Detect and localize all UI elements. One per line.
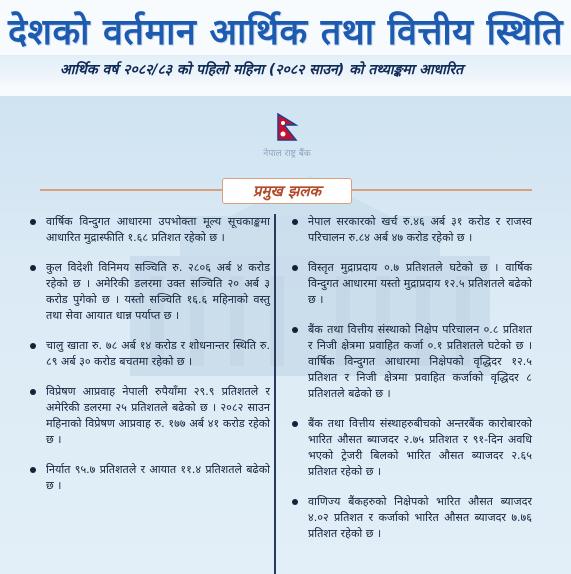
list-item: [292, 322, 532, 402]
list-item: [292, 416, 532, 480]
bullet-icon: [292, 327, 298, 333]
item-text: वाणिज्य बैंकहरुको निक्षेपको भारित औसत ब्याजदर ४.०२ प्रतिशत र कर्जाको भारित औसत ब्याजदर ७.७६ प्रतिशत रहेको छ ।: [308, 495, 532, 540]
bullet-icon: [292, 421, 298, 427]
list-item: [292, 214, 532, 246]
item-text: नेपाल सरकारको खर्च रु.४६ अर्ब ३१ करोड र राजस्व परिचालन रु.८४ अर्ब ४७ करोड रहेको छ ।: [308, 215, 532, 244]
list-item: [292, 260, 532, 308]
section-heading: प्रमुख झलक: [222, 178, 352, 204]
bullet-icon: [30, 219, 36, 225]
item-text: विप्रेषण आप्रवाह नेपाली रुपैयाँमा २९.९ प्रतिशतले र अमेरिकी डलरमा २५ प्रतिशतले बढेको छ । २०८२ साउन महिनाको विप्रेषण आप्रवाह रु. १७७ अर्ब ४१ करोड रहेको छ ।: [46, 385, 270, 446]
bullet-icon: [292, 219, 298, 225]
item-text: विस्तृत मुद्राप्रदाय ०.७ प्रतिशतले घटेको छ । वार्षिक विन्दुगत आधारमा यस्तो मुद्राप्रदाय १२.५ प्रतिशतले बढेको छ ।: [308, 261, 532, 306]
list-item: [30, 214, 270, 246]
item-text: चालु खाता रु. ७८ अर्ब १४ करोड र शोधनान्तर स्थिति रु. ८९ अर्ब ३० करोड बचतमा रहेको छ ।: [46, 339, 270, 368]
heading-rule-left: [40, 189, 222, 191]
bullet-icon: [292, 265, 298, 271]
page-title: देशको वर्तमान आर्थिक तथा वित्तीय स्थिति: [7, 12, 564, 53]
item-text: बैंक तथा वित्तीय संस्थाहरुबीचको अन्तरबैंक कारोबारको भारित औसत ब्याजदर २.७५ प्रतिशत र ९१-दिन अवधि भएको ट्रेजरी बिलको भारित औसत ब्याजदर २.६५ प्रतिशत रहेको छ ।: [308, 417, 532, 478]
page-subtitle: आर्थिक वर्ष २०८२/८३ को पहिलो महिना (२०८२ साउन) को तथ्याङ्कमा आधारित: [60, 62, 464, 78]
seal-text: नेपाल राष्ट्र बैंक: [263, 149, 311, 159]
heading-rule-right: [350, 189, 532, 191]
item-text: वार्षिक विन्दुगत आधारमा उपभोक्ता मूल्य सूचकाङ्कमा आधारित मुद्रास्फीति १.६८ प्रतिशत रहेको छ ।: [46, 215, 270, 244]
item-text: निर्यात ९५.७ प्रतिशतले र आयात ११.४ प्रतिशतले बढेको छ ।: [46, 463, 270, 492]
bullet-icon: [30, 389, 36, 395]
bullet-icon: [292, 499, 298, 505]
left-column: [30, 214, 270, 508]
bullet-icon: [30, 343, 36, 349]
bullet-icon: [30, 265, 36, 271]
item-text: कुल विदेशी विनिमय सञ्चिति रु. २८०६ अर्ब ४ करोड रहेको छ । अमेरिकी डलरमा उक्त सञ्चिति २० अर्ब ३ करोड पुगेको छ । यस्तो सञ्चिति १६.६ महिनाको वस्तु तथा सेवा आयात धान्न पर्याप्त छ ।: [46, 261, 270, 322]
list-item: [30, 260, 270, 324]
column-divider: [274, 214, 276, 574]
list-item: [30, 462, 270, 494]
nepal-flag-icon: [276, 112, 298, 142]
bullet-icon: [30, 467, 36, 473]
list-item: [30, 384, 270, 448]
list-item: [292, 494, 532, 542]
item-text: बैंक तथा वित्तीय संस्थाको निक्षेप परिचालन ०.८ प्रतिशत र निजी क्षेत्रमा प्रवाहित कर्जा ०.१ प्रतिशतले घटेको छ । वार्षिक विन्दुगत आधारमा निक्षेपको वृद्धिदर १२.५ प्रतिशत र निजी क्षेत्रमा प्रवाहित कर्जाको वृद्धिदर ८ प्रतिशतले बढेको छ ।: [308, 323, 532, 400]
right-column: [292, 214, 532, 556]
list-item: [30, 338, 270, 370]
